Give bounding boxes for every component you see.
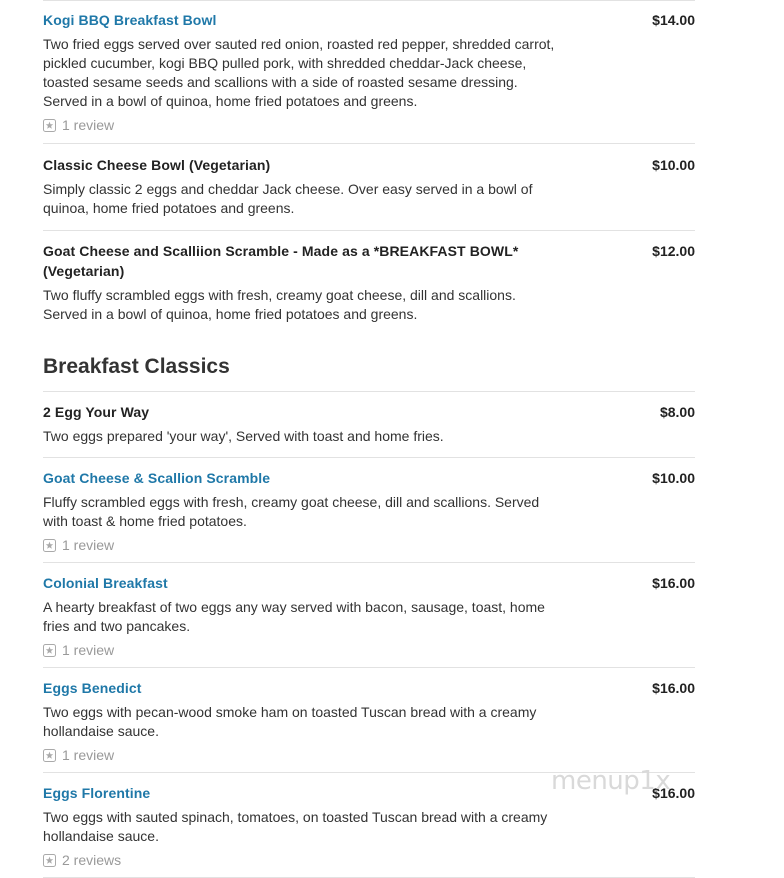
review-link[interactable]: [43, 851, 695, 869]
menu-item-title-link[interactable]: Goat Cheese & Scallion Scramble: [43, 470, 271, 486]
review-count: 2 reviews: [62, 852, 122, 868]
menu-item-title-link[interactable]: Eggs Florentine: [43, 785, 151, 801]
menu-item: [43, 458, 695, 563]
menu-item-description: Two fried eggs served over sauted red onion, roasted red pepper, shredded carrot, pickled cucumber, kogi BBQ pulled pork, with shredded cheddar-Jack cheese, toasted sesame seeds and scallions with a side of roasted sesame dressing. Served in a bowl of quinoa, home fried potatoes and greens.: [43, 36, 555, 109]
menu-item-price: $16.00: [652, 575, 695, 591]
review-count: 1 review: [62, 747, 115, 763]
section-title: Breakfast Classics: [43, 355, 230, 378]
menu-item-description: Fluffy scrambled eggs with fresh, creamy goat cheese, dill and scallions. Served with toast & home fried potatoes.: [43, 494, 540, 529]
menu-item-description: A hearty breakfast of two eggs any way served with bacon, sausage, toast, home fries and two pancakes.: [43, 599, 545, 634]
review-count: 1 review: [62, 117, 115, 133]
menu-item-title-link[interactable]: Eggs Benedict: [43, 680, 142, 696]
menu-item-price: $14.00: [652, 12, 695, 28]
menu-item: [43, 0, 695, 144]
star-badge-icon: [43, 749, 56, 762]
star-badge-icon: [43, 539, 56, 552]
menu-item-title: 2 Egg Your Way: [43, 404, 150, 420]
menu-item-price: $8.00: [659, 404, 695, 420]
menu-item-price: $16.00: [652, 680, 695, 696]
review-count: 1 review: [62, 642, 115, 658]
menu-item-description: Two fluffy scrambled eggs with fresh, creamy goat cheese, dill and scallions. Served in a bowl of quinoa, home fried potatoes and greens.: [43, 287, 516, 322]
menu-item-description: Two eggs with pecan-wood smoke ham on toasted Tuscan bread with a creamy hollandaise sauce.: [43, 704, 537, 739]
menu-item: [43, 668, 695, 773]
menu-item-title: Classic Cheese Bowl (Vegetarian): [43, 157, 271, 173]
review-link[interactable]: [43, 746, 695, 764]
menu-item-title: Goat Cheese and Scalliion Scramble - Made as a *BREAKFAST BOWL* (Vegetarian): [43, 243, 519, 279]
menu-item-description: Two eggs prepared 'your way', Served with toast and home fries.: [43, 428, 444, 444]
menu-item: [43, 392, 695, 458]
menu-item-description: Simply classic 2 eggs and cheddar Jack cheese. Over easy served in a bowl of quinoa, home fried potatoes and greens.: [43, 181, 533, 216]
menu-item-description: Two eggs with sauted spinach, tomatoes, on toasted Tuscan bread with a creamy hollandaise sauce.: [43, 809, 548, 844]
menu-section-breakfast-classics: [43, 354, 695, 878]
menu-page: [43, 0, 695, 878]
menu-item-title-link[interactable]: Colonial Breakfast: [43, 575, 168, 591]
menu-item: [43, 563, 695, 668]
watermark-logo: menup1x: [551, 766, 671, 796]
menu-item-title-link[interactable]: Kogi BBQ Breakfast Bowl: [43, 12, 217, 28]
star-badge-icon: [43, 119, 56, 132]
review-link[interactable]: [43, 116, 695, 134]
review-link[interactable]: [43, 536, 695, 554]
review-count: 1 review: [62, 537, 115, 553]
menu-item: [43, 231, 695, 324]
menu-item-price: $12.00: [652, 243, 695, 259]
star-badge-icon: [43, 644, 56, 657]
menu-item-price: $10.00: [652, 157, 695, 173]
menu-item-price: $16.00: [652, 785, 695, 801]
menu-item-price: $10.00: [652, 470, 695, 486]
menu-section-bowls: [43, 0, 695, 324]
star-badge-icon: [43, 854, 56, 867]
menu-item: [43, 144, 695, 231]
review-link[interactable]: [43, 641, 695, 659]
